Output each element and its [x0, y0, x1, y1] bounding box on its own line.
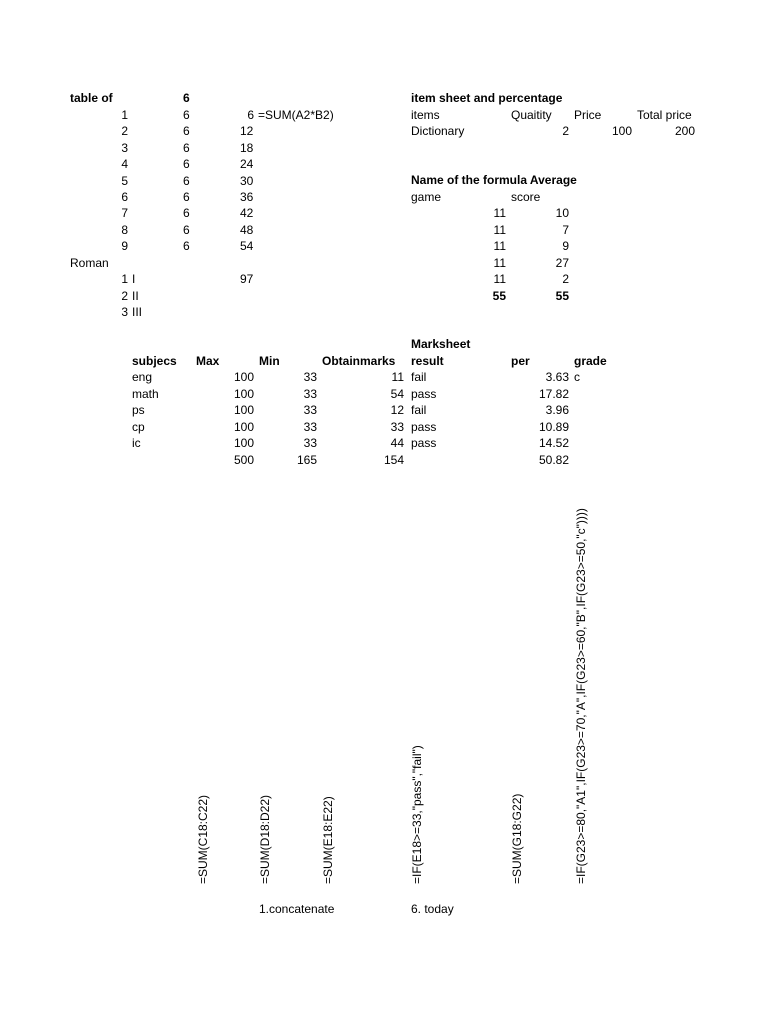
marksheet-min: 33 [303, 420, 317, 434]
formula-sum-obtain: =SUM(E18:E22) [321, 796, 335, 884]
marksheet-obtain: 12 [390, 403, 404, 417]
marksheet-max: 100 [233, 403, 254, 417]
marksheet-header: subjecs [132, 354, 177, 368]
table-cell-n: 4 [121, 157, 128, 171]
marksheet-subject: cp [132, 420, 145, 434]
average-cell: 10 [555, 206, 569, 220]
roman-cell-r: II [132, 289, 139, 303]
marksheet-max: 100 [233, 370, 254, 384]
table-cell-m: 6 [183, 157, 190, 171]
marksheet-per: 3.63 [545, 370, 569, 384]
marksheet-total-min: 165 [296, 453, 317, 467]
item-sheet-cell: 200 [674, 124, 695, 138]
marksheet-total-obtain: 154 [383, 453, 404, 467]
marksheet-result: fail [411, 403, 427, 417]
table-cell-n: 7 [121, 206, 128, 220]
marksheet-obtain: 44 [390, 436, 404, 450]
average-total: 55 [555, 289, 569, 303]
table-formula: =SUM(A2*B2) [258, 108, 334, 122]
average-cell: 9 [562, 239, 569, 253]
marksheet-per: 14.52 [538, 436, 569, 450]
marksheet-obtain: 33 [390, 420, 404, 434]
roman-cell-n: 1 [121, 272, 128, 286]
average-cell: 2 [562, 272, 569, 286]
table-number: 6 [183, 91, 190, 105]
roman-cell-n: 2 [121, 289, 128, 303]
table-cell-n: 1 [121, 108, 128, 122]
marksheet-header: result [411, 354, 444, 368]
formula-sum-min: =SUM(D18:D22) [258, 794, 272, 884]
item-sheet-header: Price [574, 108, 602, 122]
marksheet-result: pass [411, 420, 437, 434]
formula-sum-max: =SUM(C18:C22) [196, 794, 210, 884]
average-title: Name of the formula Average [411, 173, 577, 187]
item-sheet-header: items [411, 108, 440, 122]
marksheet-header: grade [574, 354, 607, 368]
table-cell-p: 24 [240, 157, 254, 171]
average-header: score [511, 190, 541, 204]
formula-if-grade: =IF(G23>=80,"A1",IF(G23>=70,"A",IF(G23>=60,"B",IF(G23>=50,"c")))) [574, 508, 588, 884]
marksheet-per: 3.96 [545, 403, 569, 417]
marksheet-subject: ps [132, 403, 145, 417]
table-cell-p: 54 [240, 239, 254, 253]
table-cell-n: 9 [121, 239, 128, 253]
table-cell-p: 18 [240, 141, 254, 155]
marksheet-min: 33 [303, 387, 317, 401]
table-cell-n: 3 [121, 141, 128, 155]
marksheet-total-per: 50.82 [538, 453, 569, 467]
average-cell: 11 [493, 206, 506, 220]
table-cell-p: 36 [240, 190, 254, 204]
table-cell-m: 6 [183, 108, 190, 122]
average-cell: 11 [493, 223, 506, 237]
marksheet-result: pass [411, 387, 437, 401]
marksheet-result: fail [411, 370, 427, 384]
average-total: 55 [492, 289, 506, 303]
note-today: 6. today [411, 902, 454, 916]
marksheet-max: 100 [233, 420, 254, 434]
table-cell-n: 2 [121, 124, 128, 138]
roman-label: Roman [70, 256, 109, 270]
table-cell-m: 6 [183, 206, 190, 220]
item-sheet-title: item sheet and percentage [411, 91, 563, 105]
marksheet-min: 33 [303, 403, 317, 417]
average-cell: 27 [555, 256, 569, 270]
item-sheet-cell: 2 [562, 124, 569, 138]
table-cell-n: 6 [121, 190, 128, 204]
marksheet-result: pass [411, 436, 437, 450]
roman-cell-r: I [132, 272, 136, 286]
marksheet-max: 100 [233, 436, 254, 450]
table-cell-p: 12 [240, 124, 254, 138]
marksheet-grade: c [574, 370, 580, 384]
table-cell-m: 6 [183, 124, 190, 138]
roman-cell-n: 3 [121, 305, 128, 319]
marksheet-subject: ic [132, 436, 141, 450]
table-title: table of [70, 91, 113, 105]
marksheet-obtain: 54 [390, 387, 404, 401]
table-cell-m: 6 [183, 239, 190, 253]
item-sheet-cell: Dictionary [411, 124, 465, 138]
formula-if-result: =IF(E18>=33,"pass","fail") [410, 745, 424, 884]
note-concatenate: 1.concatenate [259, 902, 335, 916]
marksheet-max: 100 [233, 387, 254, 401]
table-cell-m: 6 [183, 223, 190, 237]
table-cell-p: 42 [240, 206, 254, 220]
marksheet-subject: math [132, 387, 159, 401]
marksheet-header: Obtainmarks [322, 354, 396, 368]
roman-cell-v: 97 [240, 272, 254, 286]
marksheet-total-max: 500 [233, 453, 254, 467]
marksheet-min: 33 [303, 436, 317, 450]
marksheet-per: 10.89 [538, 420, 569, 434]
roman-cell-r: III [132, 305, 143, 319]
table-cell-n: 5 [121, 174, 128, 188]
table-cell-m: 6 [183, 174, 190, 188]
marksheet-per: 17.82 [538, 387, 569, 401]
marksheet-min: 33 [303, 370, 317, 384]
marksheet-header: Min [259, 354, 280, 368]
table-cell-p: 30 [240, 174, 254, 188]
average-cell: 11 [493, 272, 506, 286]
table-cell-p: 48 [240, 223, 254, 237]
average-cell: 11 [493, 239, 506, 253]
average-cell: 11 [493, 256, 506, 270]
marksheet-subject: eng [132, 370, 153, 384]
table-cell-m: 6 [183, 141, 190, 155]
table-cell-m: 6 [183, 190, 190, 204]
marksheet-header: Max [196, 354, 220, 368]
item-sheet-header: Total price [637, 108, 692, 122]
formula-sum-per: =SUM(G18:G22) [510, 793, 524, 884]
marksheet-obtain: 11 [391, 370, 404, 384]
marksheet-header: per [511, 354, 530, 368]
item-sheet-cell: 100 [611, 124, 632, 138]
table-cell-n: 8 [121, 223, 128, 237]
average-cell: 7 [562, 223, 569, 237]
marksheet-title: Marksheet [411, 337, 471, 351]
average-header: game [411, 190, 442, 204]
item-sheet-header: Quaitity [511, 108, 552, 122]
table-cell-p: 6 [247, 108, 254, 122]
